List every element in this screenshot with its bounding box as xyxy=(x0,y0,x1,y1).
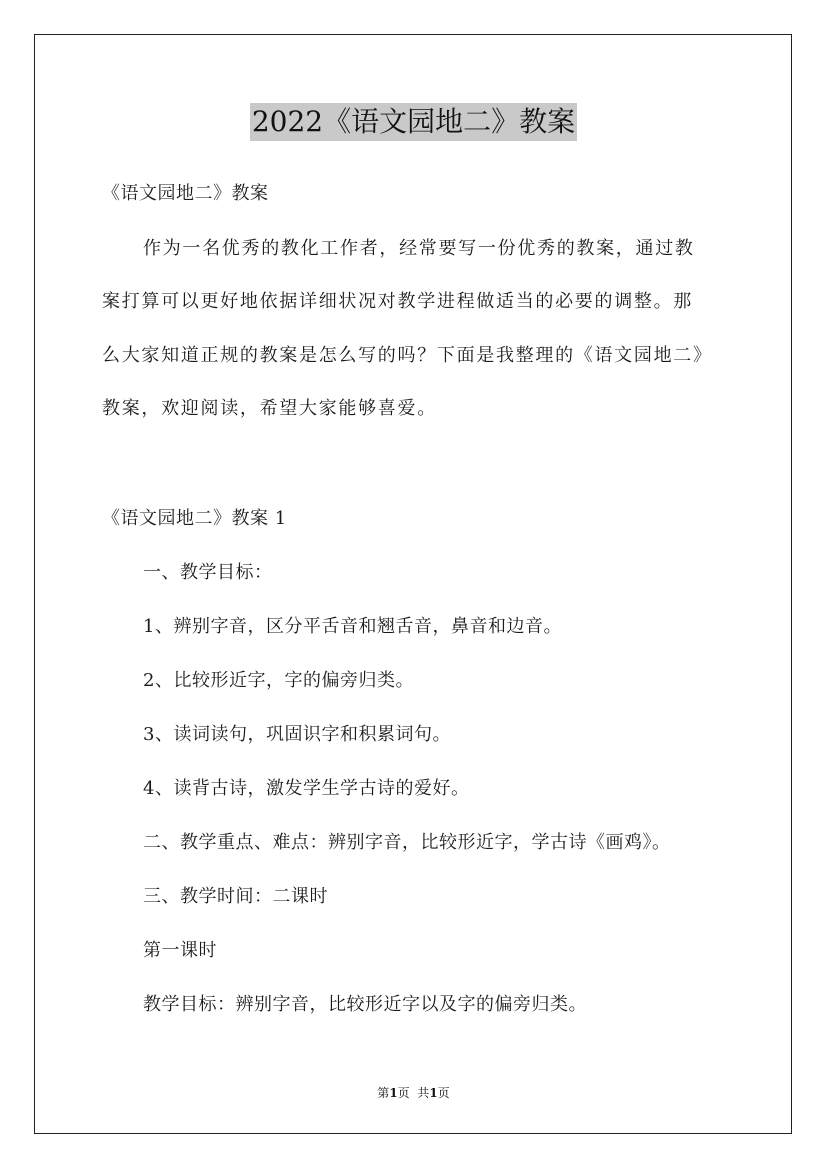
footer-page-total: 1 xyxy=(429,1086,438,1100)
body-line-8: 第一课时 xyxy=(143,940,217,961)
footer-page-current: 1 xyxy=(389,1086,398,1100)
body-line-7: 三、教学时间：二课时 xyxy=(143,886,328,907)
body-line-6: 二、教学重点、难点：辨别字音，比较形近字，学古诗《画鸡》。 xyxy=(143,832,671,853)
body-line-4: 3、读词读句，巩固识字和积累词句。 xyxy=(143,724,451,745)
intro-line-4: 教案，欢迎阅读，希望大家能够喜爱。 xyxy=(102,398,437,419)
intro-line-3: 么大家知道正规的教案是怎么写的吗？下面是我整理的《语文园地二》 xyxy=(102,345,713,366)
page-footer xyxy=(0,1085,827,1101)
footer-page-suffix: 页 xyxy=(437,1086,450,1100)
intro-line-1: 作为一名优秀的教化工作者，经常要写一份优秀的教案，通过教 xyxy=(143,238,695,259)
title-container xyxy=(0,103,827,141)
intro-line-2: 案打算可以更好地依据详细状况对教学进程做适当的必要的调整。那 xyxy=(102,291,693,312)
body-line-2: 1、辨别字音，区分平舌音和翘舌音，鼻音和边音。 xyxy=(143,616,562,637)
document-title: 2022《语文园地二》教案 xyxy=(250,103,577,141)
body-line-3: 2、比较形近字，字的偏旁归类。 xyxy=(143,670,414,691)
footer-page-mid: 页 共 xyxy=(397,1086,430,1100)
body-line-5: 4、读背古诗，激发学生学古诗的爱好。 xyxy=(143,778,470,799)
section-heading: 《语文园地二》教案 1 xyxy=(102,508,287,529)
body-line-9: 教学目标：辨别字音，比较形近字以及字的偏旁归类。 xyxy=(143,994,587,1015)
body-line-1: 一、教学目标： xyxy=(143,562,273,583)
document-subtitle: 《语文园地二》教案 xyxy=(102,183,269,204)
footer-page-prefix: 第 xyxy=(377,1086,390,1100)
